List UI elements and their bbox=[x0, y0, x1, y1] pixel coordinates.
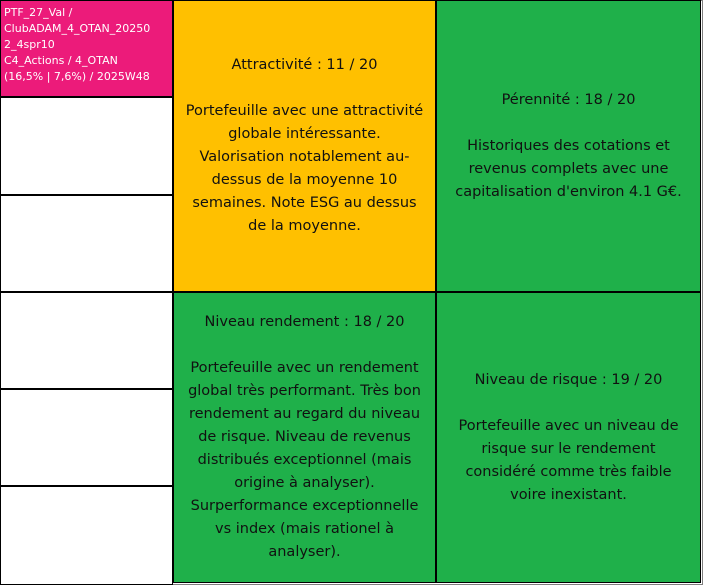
empty-cell bbox=[0, 97, 173, 195]
portfolio-label-line: 2_4spr10 bbox=[4, 38, 55, 51]
attractivite-description: Portefeuille avec une attractivité globale intéressante. Valorisation notablement au- dessus de la moyenne 10 semaines. Note ESG au dessus de la moyenne. bbox=[185, 103, 424, 234]
portfolio-label bbox=[0, 0, 173, 97]
rendement-score-cell bbox=[173, 292, 436, 583]
rendement-description: Portefeuille avec un rendement global très performant. Très bon rendement au regard du niveau de risque. Niveau de revenus distribués exceptionnel (mais origine à analyser). Surperformance exceptionnelle vs index (mais rationel à analyser). bbox=[188, 360, 421, 560]
empty-cell bbox=[0, 486, 173, 585]
empty-cell bbox=[0, 195, 173, 292]
portfolio-label-line: PTF_27_Val / bbox=[4, 6, 73, 19]
empty-cell bbox=[0, 292, 173, 389]
attractivite-score-cell bbox=[173, 0, 436, 292]
perennite-description: Historiques des cotations et revenus complets avec une capitalisation d'environ 4.1 G€. bbox=[455, 137, 682, 200]
risque-score-cell bbox=[436, 292, 701, 583]
risque-description: Portefeuille avec un niveau de risque sur le rendement considéré comme très faible voire inexistant. bbox=[458, 417, 679, 503]
portfolio-label-line: C4_Actions / 4_OTAN bbox=[4, 54, 118, 67]
portfolio-label-line: (16,5% | 7,6%) / 2025W48 bbox=[4, 70, 150, 83]
empty-cell bbox=[0, 389, 173, 486]
perennite-title: Pérennité : 18 / 20 bbox=[501, 91, 636, 108]
portfolio-label-line: ClubADAM_4_OTAN_20250 bbox=[4, 22, 151, 35]
rendement-title: Niveau rendement : 18 / 20 bbox=[204, 314, 405, 330]
perennite-score-cell bbox=[436, 0, 701, 292]
risque-title: Niveau de risque : 19 / 20 bbox=[474, 371, 663, 388]
attractivite-title: Attractivité : 11 / 20 bbox=[231, 57, 378, 73]
